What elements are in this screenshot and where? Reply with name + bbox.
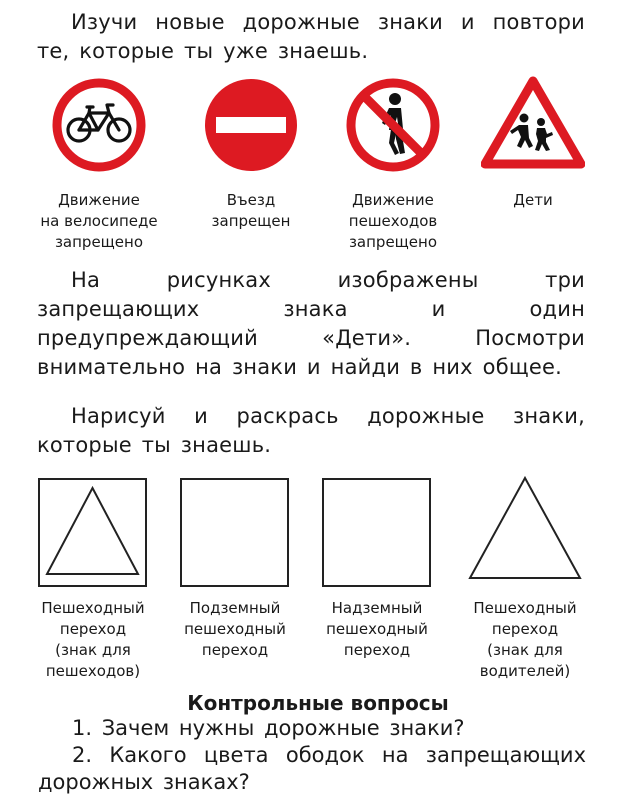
sign-caption-no-entry: Въезд запрещен (211, 191, 291, 230)
question-1: 1. Зачем нужны дорожные знаки? (72, 716, 465, 740)
sign-caption-no-bicycles: Движение на велосипеде запрещено (40, 191, 158, 251)
draw-task-paragraph (37, 402, 585, 460)
intro-paragraph (37, 8, 585, 66)
observation-paragraph (37, 266, 585, 382)
frame-caption-pedestrian-crossing-pedestrians: Пешеходный переход (знак для пешеходов) (41, 599, 145, 680)
underground-crossing-frame[interactable] (180, 478, 289, 587)
frame-caption-overground-crossing: Надземный пешеходный переход (326, 599, 428, 659)
observation-text: На рисунках изображены три запрещающих знака и один предупреждающий «Дети». Посмотри внимательно на знаки и найди в них общее. (37, 268, 585, 379)
intro-text: Изучи новые дорожные знаки и повтори те, которые ты уже знаешь. (37, 10, 585, 63)
children-warning-sign-icon (481, 76, 585, 170)
draw-task-text: Нарисуй и раскрась дорожные знаки, которые ты знаешь. (37, 404, 585, 457)
frame-caption-underground-crossing: Подземный пешеходный переход (184, 599, 286, 659)
question-2: 2. Какого цвета ободок на запрещающих дорожных знаках? (38, 743, 586, 794)
pedestrian-crossing-frame-drivers[interactable] (466, 474, 584, 582)
sign-caption-children: Дети (513, 191, 553, 209)
no-pedestrians-sign-icon (345, 77, 441, 173)
questions-list (38, 715, 586, 796)
overground-crossing-frame[interactable] (322, 478, 431, 587)
no-bicycles-sign-icon (51, 77, 147, 173)
sign-caption-no-pedestrians: Движение пешеходов запрещено (348, 191, 438, 251)
no-entry-sign-icon (203, 77, 299, 173)
frame-caption-pedestrian-crossing-drivers: Пешеходный переход (знак для водителей) (473, 599, 577, 680)
pedestrian-crossing-frame-pedestrians[interactable] (38, 478, 147, 587)
questions-heading: Контрольные вопросы (187, 691, 449, 715)
